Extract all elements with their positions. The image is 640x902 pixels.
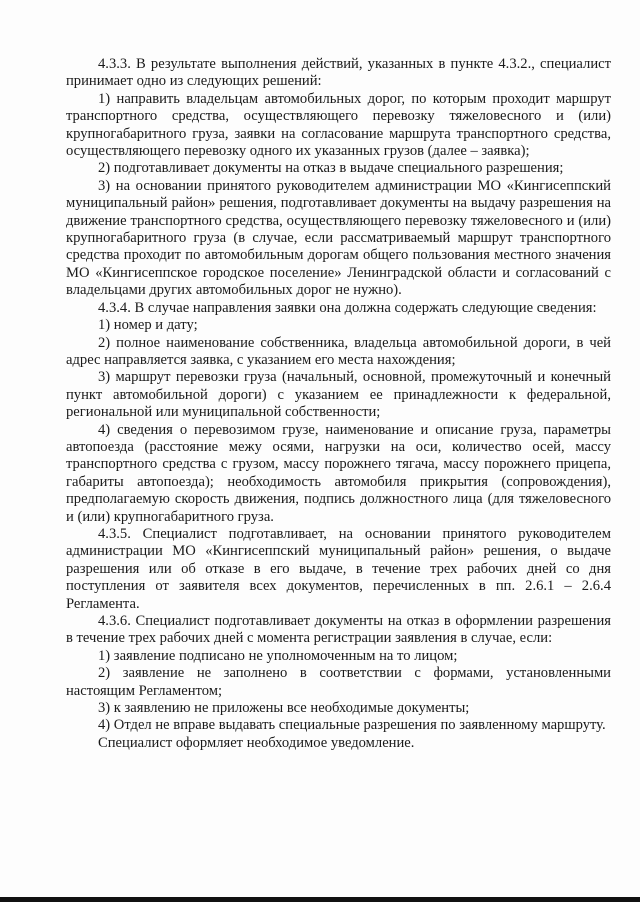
paragraph-item-2: 2) подготавливает документы на отказ в выдаче специального разрешения; bbox=[98, 160, 564, 177]
scan-bottom-edge bbox=[0, 897, 640, 902]
paragraph-item-1: 1) направить владельцам автомобильных дорог, по которым проходит маршрут транспортного средства, осуществляющего перевозку тяжеловесного и (или) крупногабаритного груза, заявки на согласование маршрута транспортного средства, осуществляющего перевозку одного их указанных грузов (далее – заявка); bbox=[66, 90, 611, 160]
paragraph-item-2: 2) заявление не заполнено в соответствии с формами, установленными настоящим Регламентом; bbox=[66, 665, 611, 699]
paragraph-item-4: 4) Отдел не вправе выдавать специальные разрешения по заявленному маршруту. bbox=[98, 717, 606, 734]
paragraph-item-3: 3) маршрут перевозки груза (начальный, основной, промежуточный и конечный пункт автомобильной дороги) с указанием ее принадлежности к федеральной, региональной или муниципальной собственности; bbox=[66, 369, 611, 421]
paragraph-item-3: 3) на основании принятого руководителем администрации МО «Кингисеппский муниципальный район» решения, подготавливает документы на выдачу разрешения на движение транспортного средства, осуществляющего перевозку тяжеловесного и (или) крупногабаритного груза (в случае, если рассматриваемый маршрут транспортного средства проходит по автомобильным дорогам общего пользования местного значения МО «Кингисеппское городское поселение» Ленинградской области и согласований с владельцами других автомобильных дорог не нужно). bbox=[66, 177, 611, 299]
paragraph-4-3-6: 4.3.6. Специалист подготавливает документы на отказ в оформлении разрешения в течение трех рабочих дней с момента регистрации заявления в случае, если: bbox=[66, 613, 611, 647]
paragraph-4-3-5: 4.3.5. Специалист подготавливает, на основании принятого руководителем администрации МО «Кингисеппский муниципальный район» решения, о выдаче разрешения или об отказе в его выдаче, в течение трех рабочих дней со дня поступления от заявителя всех документов, перечисленных в пп. 2.6.1 – 2.6.4 Регламента. bbox=[66, 525, 611, 612]
paragraph-item-2: 2) полное наименование собственника, владельца автомобильной дороги, в чей адрес направляется заявка, с указанием его места нахождения; bbox=[66, 334, 611, 368]
paragraph-4-3-3: 4.3.3. В результате выполнения действий, указанных в пункте 4.3.2., специалист принимает одно из следующих решений: bbox=[66, 56, 611, 90]
paragraph-4-3-4: 4.3.4. В случае направления заявки она должна содержать следующие сведения: bbox=[98, 299, 597, 316]
document-body bbox=[66, 56, 611, 752]
paragraph-closing: Специалист оформляет необходимое уведомление. bbox=[98, 734, 415, 751]
paragraph-item-4: 4) сведения о перевозимом грузе, наименование и описание груза, параметры автопоезда (расстояние межу осями, нагрузки на оси, количество осей, массу транспортного средства с грузом, массу порожнего тягача, массу порожнего прицепа, габариты автопоезда); необходимость автомобиля прикрытия (сопровождения), предполагаемую скорость движения, подпись должностного лица (для тяжеловесного и (или) крупногабаритного груза. bbox=[66, 421, 611, 525]
paragraph-item-1: 1) номер и дату; bbox=[98, 317, 198, 334]
paragraph-item-1: 1) заявление подписано не уполномоченным на то лицом; bbox=[98, 647, 458, 664]
paragraph-item-3: 3) к заявлению не приложены все необходимые документы; bbox=[98, 700, 470, 717]
